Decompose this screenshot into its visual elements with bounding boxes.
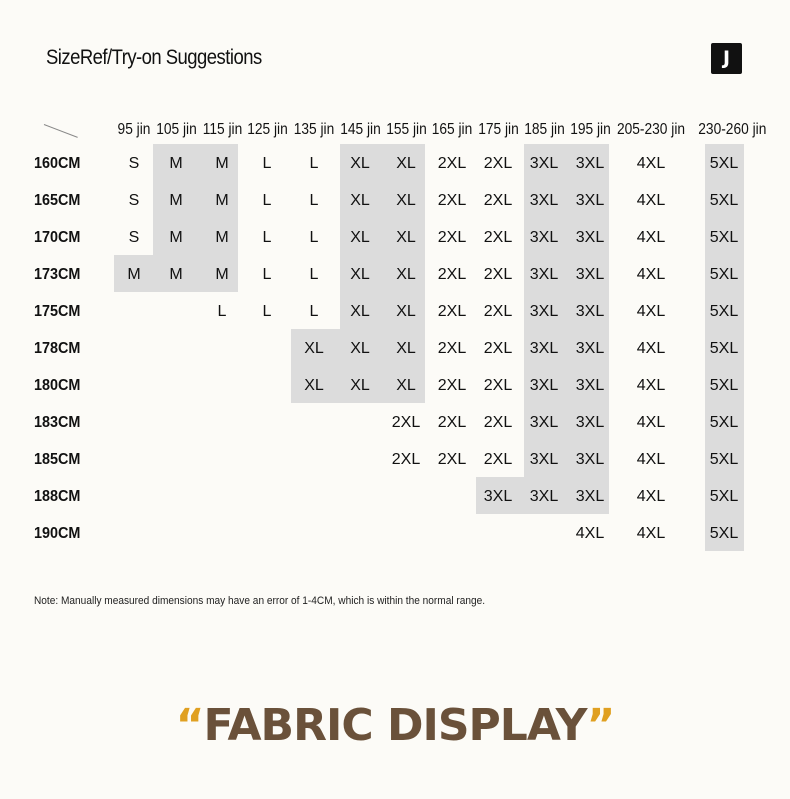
size-cell: 2XL [437,377,467,394]
column-header: 230-260 jin [697,121,766,138]
fabric-display-banner [0,700,790,751]
page-title: SizeRef/Try-on Suggestions [46,46,262,69]
open-quote: “ [175,700,204,751]
row-header-height: 190CM [34,525,81,542]
size-cell: XL [396,303,416,320]
size-cell: 2XL [483,229,513,246]
size-cell: 3XL [575,414,605,431]
size-cell: 2XL [483,340,513,357]
size-cell: 2XL [483,377,513,394]
size-cell: M [169,155,183,172]
size-cell: 4XL [636,303,666,320]
size-cell: 4XL [636,414,666,431]
size-cell: 3XL [529,377,559,394]
brand-logo: J [711,43,742,74]
column-header: 175 jin [477,121,519,138]
size-cell: L [217,303,227,320]
size-cell: 2XL [437,266,467,283]
size-cell: L [309,192,319,209]
banner-text: FABRIC DISPLAY [203,700,587,751]
size-cell: XL [350,229,370,246]
column-header: 115 jin [202,121,242,138]
size-cell: 3XL [529,414,559,431]
size-cell: 2XL [483,155,513,172]
size-cell: XL [350,192,370,209]
size-cell: 4XL [636,266,666,283]
size-cell: 5XL [709,488,739,505]
size-cell: S [128,192,140,209]
size-cell: M [215,229,229,246]
size-cell: XL [350,266,370,283]
size-cell: L [309,155,319,172]
size-cell: XL [350,340,370,357]
row-header-height: 188CM [34,488,81,505]
size-cell: 3XL [529,229,559,246]
size-cell: 5XL [709,414,739,431]
size-cell: L [309,229,319,246]
size-cell: 5XL [709,303,739,320]
size-cell: 5XL [709,266,739,283]
size-cell: 3XL [575,340,605,357]
size-cell: 3XL [529,192,559,209]
column-header: 165 jin [431,121,473,138]
row-header-height: 170CM [34,229,81,246]
size-cell: 3XL [575,377,605,394]
size-cell: 5XL [709,155,739,172]
row-header-height: 178CM [34,340,81,357]
size-cell: XL [396,155,416,172]
row-header-height: 183CM [34,414,81,431]
size-cell: 3XL [529,303,559,320]
size-cell: 2XL [437,229,467,246]
size-cell: S [128,155,140,172]
size-cell: 3XL [529,266,559,283]
size-cell: 2XL [391,414,421,431]
size-cell: XL [396,377,416,394]
size-cell: 4XL [575,525,605,542]
size-cell: M [215,155,229,172]
size-cell: 2XL [483,414,513,431]
size-cell: 5XL [709,229,739,246]
column-header: 195 jin [569,121,611,138]
size-cell: 4XL [636,488,666,505]
column-header: 95 jin [117,121,151,138]
size-cell: L [309,303,319,320]
row-header-height: 175CM [34,303,81,320]
column-header: 185 jin [523,121,565,138]
size-cell: 4XL [636,192,666,209]
size-cell: XL [396,340,416,357]
measurement-note: Note: Manually measured dimensions may have an error of 1-4CM, which is within the normal range. [34,595,486,607]
column-header: 135 jin [293,121,335,138]
column-header: 105 jin [155,121,197,138]
column-header: 145 jin [339,121,381,138]
size-cell: 2XL [483,192,513,209]
size-cell: L [262,266,272,283]
size-cell: 5XL [709,340,739,357]
size-cell: XL [396,266,416,283]
size-cell: M [169,266,183,283]
size-cell: XL [304,340,324,357]
row-header-height: 165CM [34,192,81,209]
size-cell: M [215,266,229,283]
close-quote: ” [586,700,615,751]
size-cell: 2XL [483,303,513,320]
size-cell: M [215,192,229,209]
size-cell: 4XL [636,377,666,394]
size-cell: 4XL [636,229,666,246]
size-cell: 3XL [529,340,559,357]
size-cell: 3XL [575,451,605,468]
size-cell: 3XL [575,192,605,209]
corner-diagonal [44,124,78,138]
size-cell: 2XL [437,340,467,357]
size-cell: 3XL [483,488,513,505]
size-cell: L [262,229,272,246]
size-cell: 2XL [391,451,421,468]
size-cell: 2XL [437,192,467,209]
row-header-height: 180CM [34,377,81,394]
size-cell: XL [350,155,370,172]
size-cell: S [128,229,140,246]
size-cell: 4XL [636,340,666,357]
size-cell: XL [396,192,416,209]
size-cell: 2XL [437,414,467,431]
size-cell: XL [396,229,416,246]
size-cell: 3XL [529,451,559,468]
row-header-height: 185CM [34,451,81,468]
size-cell: 5XL [709,192,739,209]
size-cell: 4XL [636,451,666,468]
column-header: 205-230 jin [616,121,686,138]
row-header-height: 160CM [34,155,81,172]
size-cell: L [309,266,319,283]
size-cell: 3XL [529,488,559,505]
size-cell: 5XL [709,377,739,394]
size-cell: 4XL [636,525,666,542]
size-cell: L [262,192,272,209]
size-cell: 5XL [709,451,739,468]
size-cell: 5XL [709,525,739,542]
size-cell: 3XL [575,155,605,172]
size-cell: L [262,303,272,320]
row-header-height: 173CM [34,266,81,283]
size-cell: 2XL [483,266,513,283]
size-cell: 4XL [636,155,666,172]
size-cell: 2XL [437,303,467,320]
size-cell: 3XL [529,155,559,172]
size-cell: XL [350,377,370,394]
size-cell: 3XL [575,266,605,283]
size-cell: M [169,192,183,209]
size-cell: M [169,229,183,246]
size-cell: L [262,155,272,172]
size-cell: 2XL [437,155,467,172]
size-cell: XL [350,303,370,320]
size-cell: 2XL [483,451,513,468]
size-cell: 2XL [437,451,467,468]
size-cell: 3XL [575,303,605,320]
size-cell: 3XL [575,488,605,505]
column-header: 125 jin [246,121,288,138]
column-header: 155 jin [385,121,427,138]
size-cell: M [127,266,141,283]
size-cell: 3XL [575,229,605,246]
size-cell: XL [304,377,324,394]
